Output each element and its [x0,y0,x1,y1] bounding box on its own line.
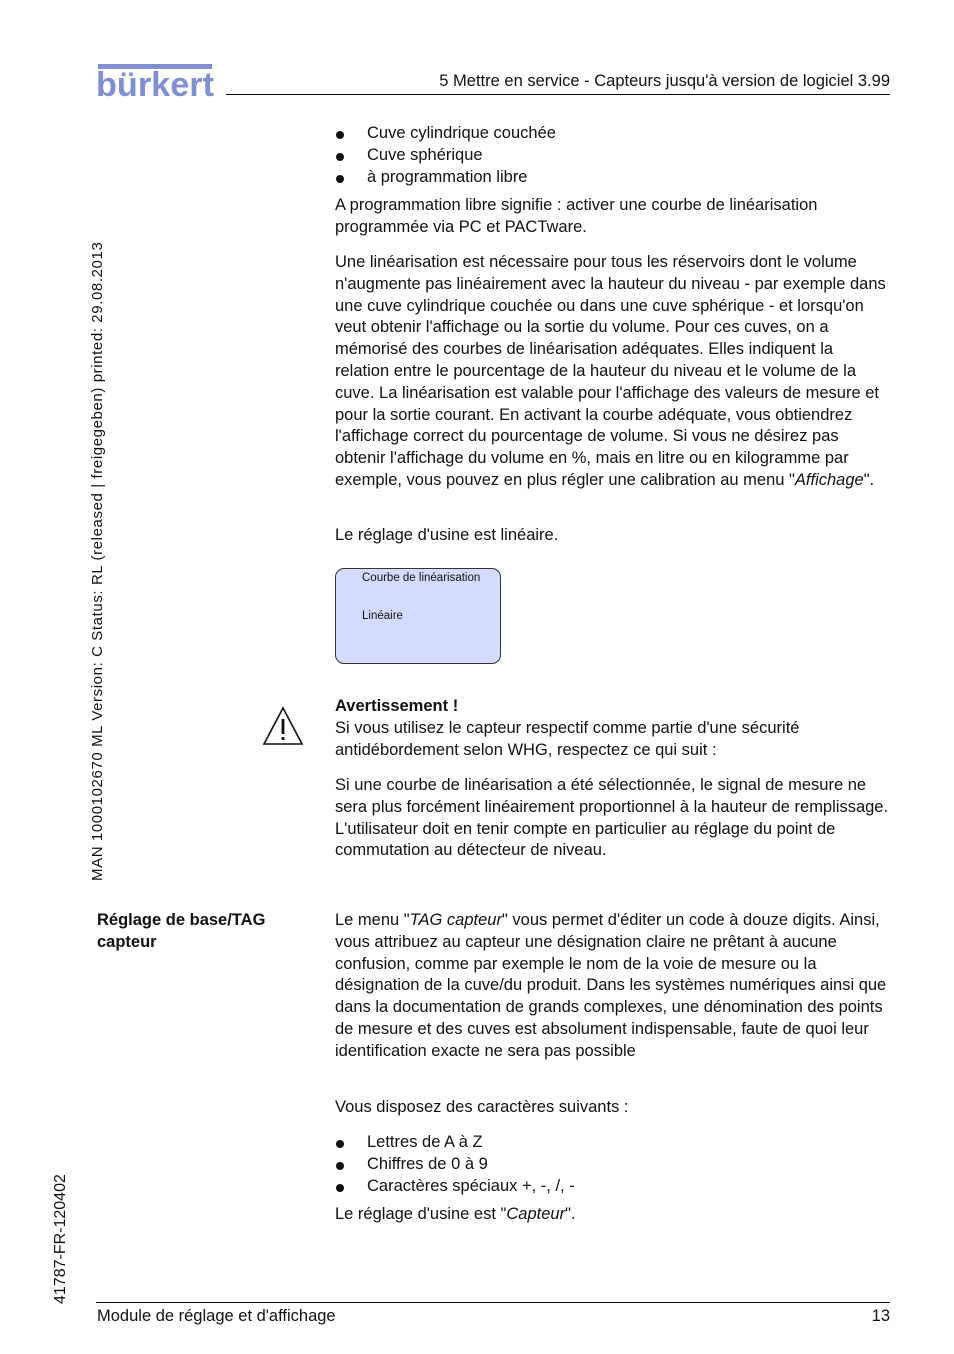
tag-paragraph-block [335,910,891,1063]
document-number-margin: 41787-FR-120402 [52,1174,69,1304]
page-number: 13 [871,1307,890,1325]
tag-paragraph: Le menu "TAG capteur" vous permet d'éditer un code à douze digits. Ainsi, vous attribuez au capteur une désignation claire ne prêtant à aucune confusion, comme par exemple le nom de la voie de mesure ou la désignation de la cuve/du produit. Dans les systèmes numériques ainsi que dans la documentation de grands complexes, une dénomination des points de mesure et des cuves est absolument indispensable, faute de quoi leur identification exacte ne sera pas possible [335,911,887,1060]
warning-title: Avertissement ! [335,697,459,715]
header-rule [226,94,890,95]
programmation-paragraph-block [335,195,891,239]
characters-intro-block [335,1097,891,1119]
display-screen [335,568,501,664]
factory-linear-block [335,525,891,547]
burkert-logo [96,64,214,98]
factory-setting-linear: Le réglage d'usine est linéaire. [335,526,559,544]
list-item: Cuve sphérique [335,145,891,167]
warning-detail-block [335,775,891,862]
list-item: Chiffres de 0 à 9 [335,1154,891,1176]
menu-name-tag: TAG capteur [409,911,502,929]
warning-block [335,696,891,761]
warning-paragraph: Si vous utilisez le capteur respectif comme partie d'une sécurité antidébordement selon WHG, respectez ce qui suit : [335,718,800,759]
factory-setting-tag: Le réglage d'usine est "Capteur". [335,1205,576,1223]
display-menu-title: Courbe de linéarisation [362,572,481,584]
svg-text:bürkert: bürkert [96,66,214,98]
characters-list-block [335,1132,891,1197]
linearisation-paragraph-block [335,252,891,492]
running-header: 5 Mettre en service - Capteurs jusqu'à version de logiciel 3.99 [439,72,890,90]
footer-rule [96,1302,890,1303]
warning-detail-paragraph: Si une courbe de linéarisation a été sélectionnée, le signal de mesure ne sera plus forcément linéairement proportionnel à la hauteur de remplissage. L'utilisateur doit en tenir compte en particulier au réglage du point de commutation au détecteur de niveau. [335,776,889,860]
programmation-paragraph: A programmation libre signifie : activer une courbe de linéarisation programmée via PC et PACTware. [335,196,818,236]
tag-default-value: Capteur [506,1205,566,1223]
warning-icon [262,706,304,746]
list-item: à programmation libre [335,167,891,189]
list-item: Lettres de A à Z [335,1132,891,1154]
section-heading: Réglage de base/TAG capteur [97,911,266,951]
tank-type-list-block [335,123,891,188]
factory-tag-block [335,1204,891,1226]
list-item: Caractères spéciaux +, -, /, - [335,1176,891,1198]
linearisation-paragraph: Une linéarisation est nécessaire pour tous les réservoirs dont le volume n'augmente pas linéairement avec la hauteur du niveau - par exemple dans une cuve cylindrique couchée ou dans une cuve sphérique - et lorsqu'on veut obtenir l'affichage ou la sortie du volume. Pour ces cuves, on a mémorisé des courbes de linéarisation adéquates. Elles indiquent la relation entre le pourcentage de la hauteur du niveau et le volume de la cuve. La linéarisation est valable pour l'affichage des valeurs de mesure et pour la sortie courant. En activant la courbe adéquate, vous obtiendrez l'affichage correct du pourcentage de volume. Si vous ne désirez pas obtenir l'affichage du volume en %, mais en litre ou en kilogramme par exemple, vous pouvez en plus régler une calibration au menu "Affichage". [335,253,886,489]
tank-type-list [335,123,891,188]
menu-name-affichage: Affichage [794,470,864,489]
characters-list [335,1132,891,1197]
display-menu-value: Linéaire [362,610,403,622]
footer-title: Module de réglage et d'affichage [97,1307,336,1325]
document-status-margin: MAN 1000102670 ML Version: C Status: RL (released | freigegeben) printed: 29.08.2013 [89,241,106,881]
list-item: Cuve cylindrique couchée [335,123,891,145]
characters-intro: Vous disposez des caractères suivants : [335,1098,629,1116]
